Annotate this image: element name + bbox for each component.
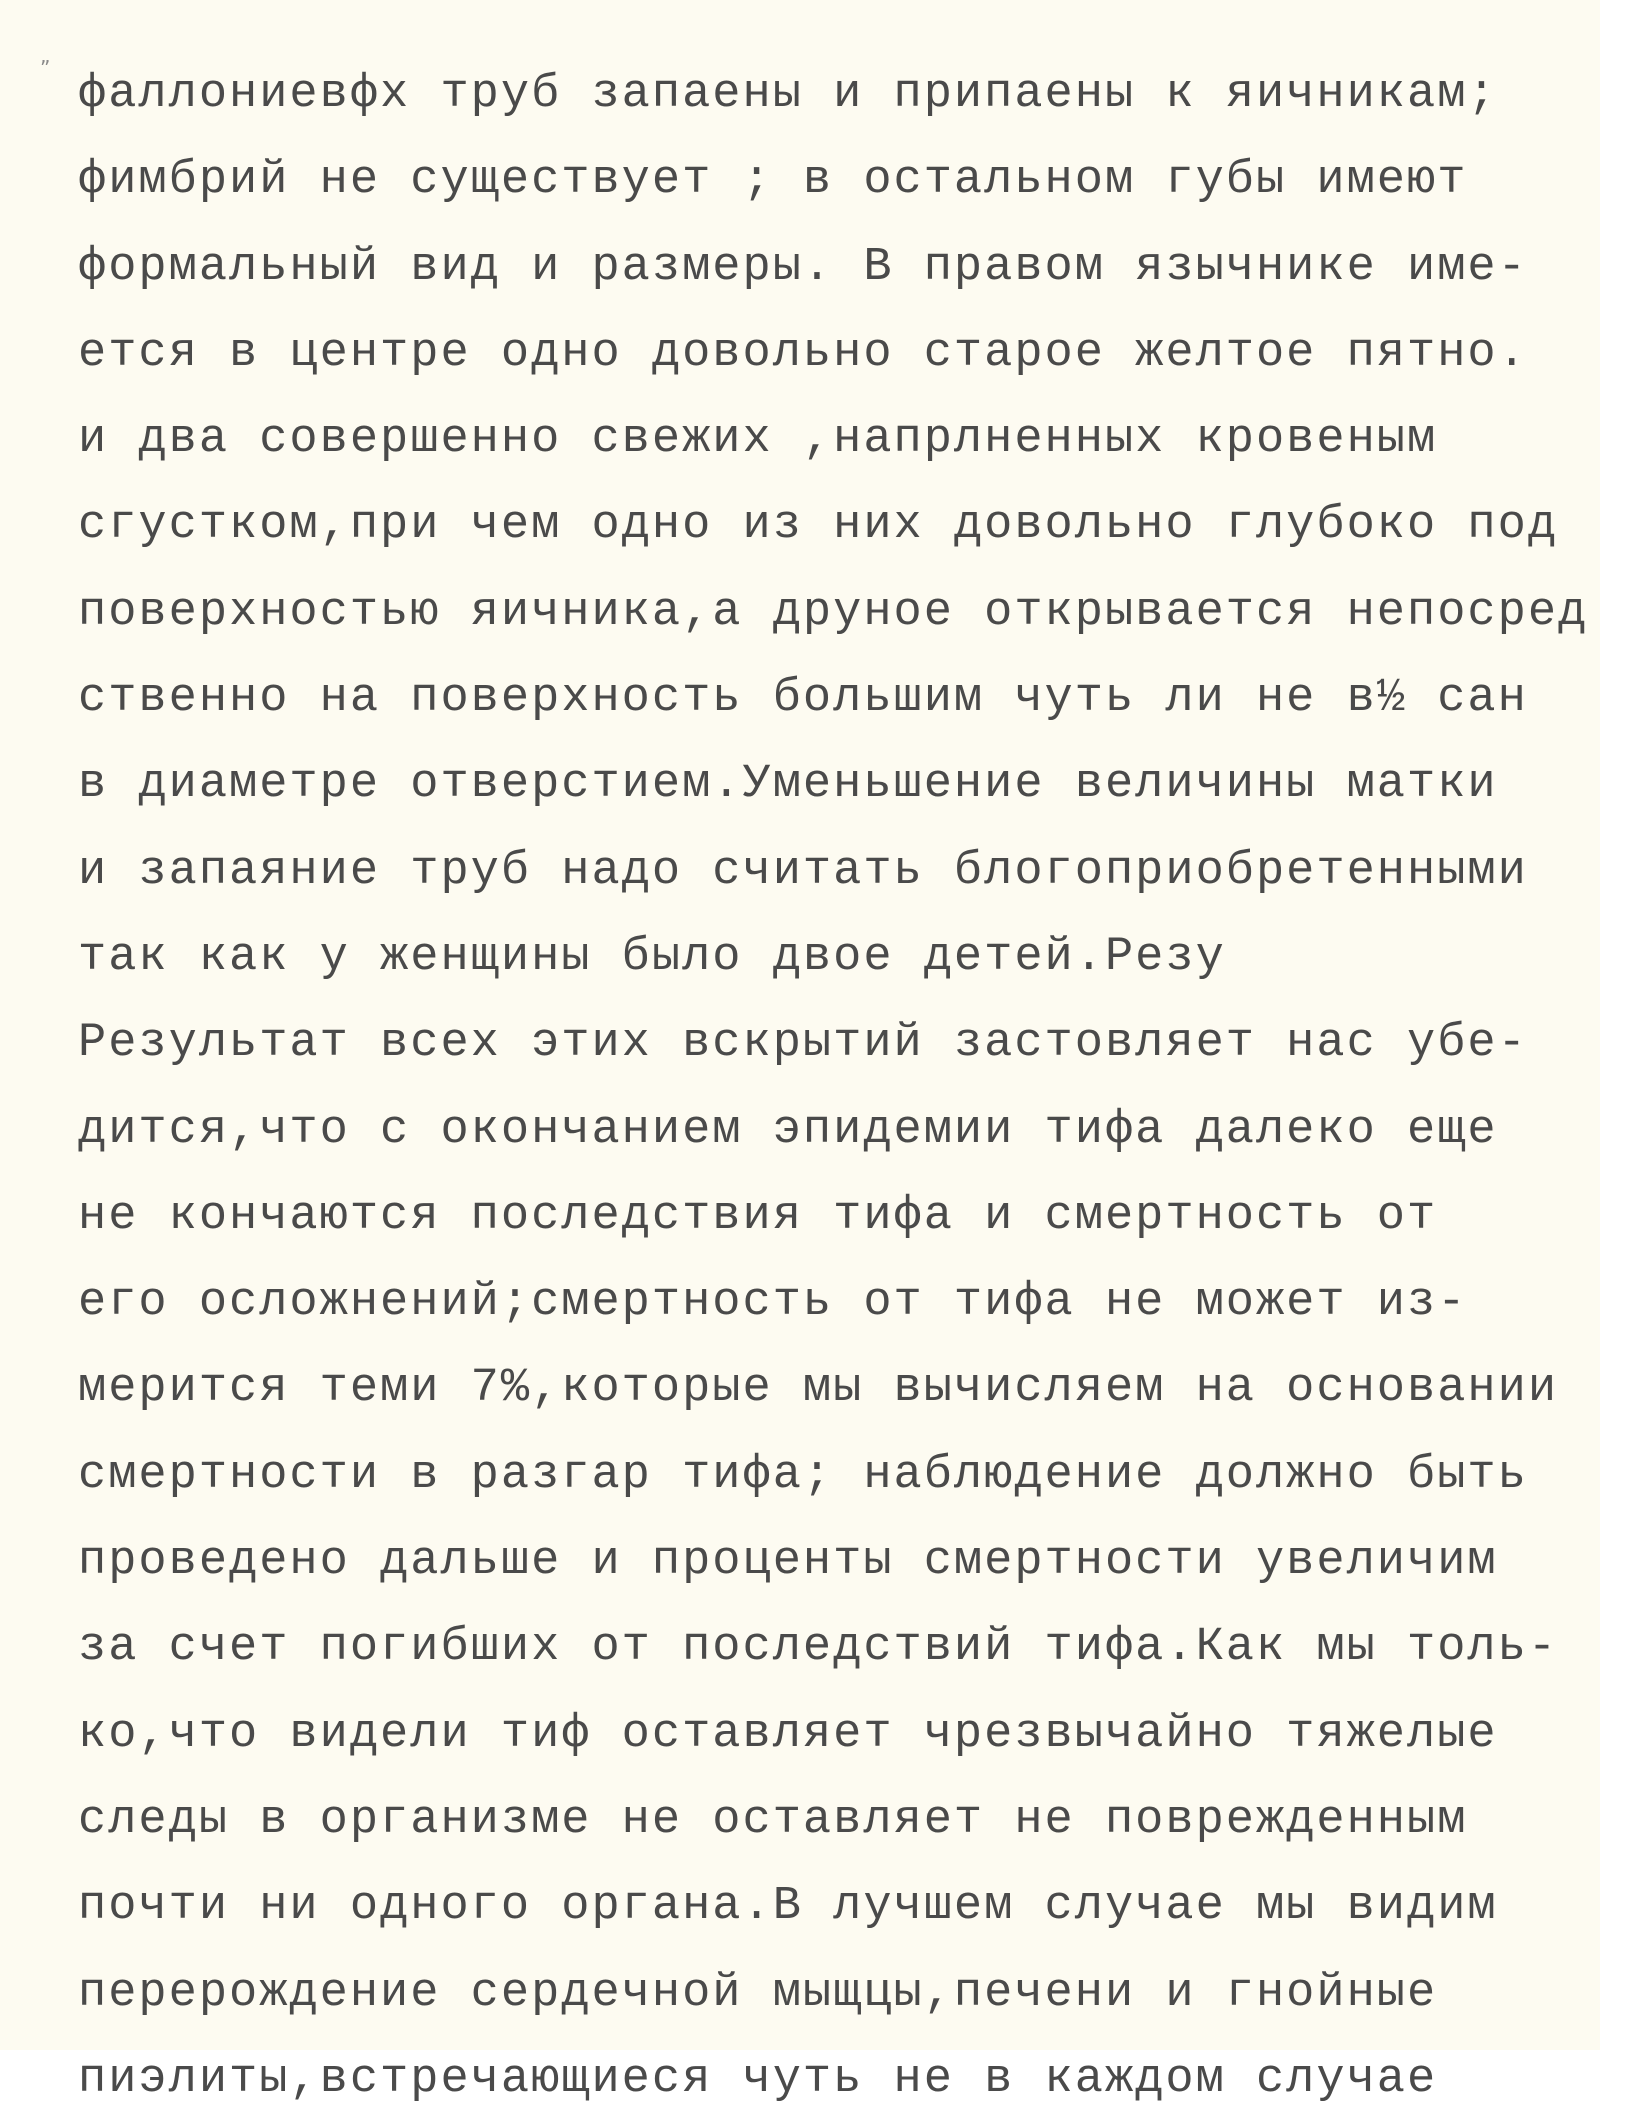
text-line: не кончаются последствия тифа и смертность от	[78, 1189, 1438, 1243]
text-line: так как у женщины было двое детей.Резу	[78, 930, 1226, 984]
text-line: фаллониевфх труб запаены и припаены к яичникам;	[78, 68, 1498, 121]
text-line: следы в организме не оставляет не поврежденным	[78, 1793, 1468, 1847]
text-line: пиэлиты,встречающиеся чуть не в каждом случае	[78, 2052, 1438, 2106]
scan-margin	[1600, 0, 1628, 2050]
text-line: почти ни одного органа.В лучшем случае мы видим	[78, 1880, 1498, 1934]
text-line: поверхностью яичника,а друное открывается непосред	[78, 585, 1589, 639]
text-line: его осложнений;смертность от тифа не может из-	[78, 1276, 1468, 1330]
text-line: и запаяние труб надо считать блогоприобретенными	[78, 844, 1528, 898]
page-body	[78, 52, 1638, 2123]
text-line: Результат всех этих вскрытий застовляет нас убе-	[78, 1017, 1528, 1071]
text-line: фимбрий не существует ; в остальном губы имеют	[78, 154, 1468, 208]
text-line: смертности в разгар тифа; наблюдение должно быть	[78, 1448, 1528, 1502]
text-line: мерится теми 7%,которые мы вычисляем на основании	[78, 1362, 1559, 1416]
text-line: ко,что видели тиф оставляет чрезвычайно тяжелые	[78, 1707, 1498, 1761]
text-line: за счет погибших от последствий тифа.Как мы толь-	[78, 1621, 1559, 1675]
text-line: ется в центре одно довольно старое желтое пятно.	[78, 326, 1528, 380]
text-line: и два совершенно свежих ,напрлненных кровеным	[78, 413, 1438, 467]
text-line: проведено дальше и проценты смертности увеличим	[78, 1535, 1498, 1589]
text-line: в диаметре отверстием.Уменьшение величины матки	[78, 758, 1498, 812]
text-line: формальный вид и размеры. В правом язычнике име-	[78, 240, 1528, 294]
corner-mark: ”	[40, 56, 51, 80]
text-line: сгустком,при чем одно из них довольно глубоко под	[78, 499, 1559, 553]
text-line: дится,что с окончанием эпидемии тифа далеко еще	[78, 1103, 1498, 1157]
text-line: перерождение сердечной мыщцы,печени и гнойные	[78, 1966, 1438, 2020]
text-line: ственно на поверхность большим чуть ли не в½ сан	[78, 672, 1528, 726]
